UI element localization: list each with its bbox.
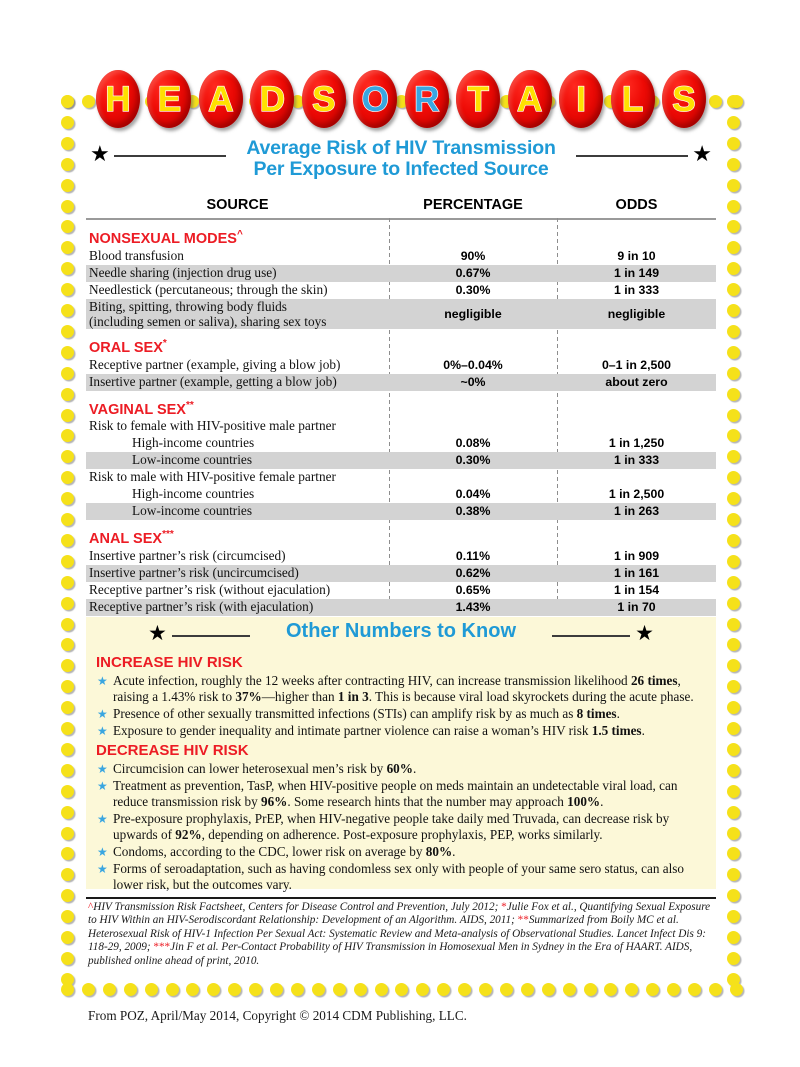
- border-dot: [291, 983, 304, 996]
- panel-group: [86, 654, 716, 739]
- table-row: [86, 265, 716, 282]
- panel-bullet: ★ Exposure to gender inequality and intimate partner violence can raise a woman’s HIV risk 1.5 times.: [97, 723, 645, 738]
- logo-bead-h-0: [96, 70, 140, 128]
- border-dot: [82, 983, 95, 996]
- table-cell-odds: 1 in 154: [613, 583, 660, 598]
- border-dot: [61, 983, 74, 996]
- credit-line: From POZ, April/May 2014, Copyright © 2014 CDM Publishing, LLC.: [88, 1008, 467, 1023]
- table-cell-percentage: 0.30%: [455, 453, 491, 468]
- border-dot: [521, 983, 534, 996]
- border-dot: [646, 983, 659, 996]
- border-dot: [61, 722, 74, 735]
- border-dot: [727, 283, 740, 296]
- border-dot: [395, 983, 408, 996]
- table-row: [86, 374, 716, 391]
- border-dot: [61, 471, 74, 484]
- border-dot: [61, 200, 74, 213]
- panel-bullet: ★ Acute infection, roughly the 12 weeks after contracting HIV, can increase transmission likelihood 26 times, raising a 1.43% risk to 37%—higher than 1 in 3. This is because viral load skyrockets during the acute phase.: [97, 673, 694, 704]
- table-cell-percentage: 0.62%: [455, 566, 491, 581]
- logo-bead-a-8: [508, 70, 552, 128]
- page-title-line-2: Per Exposure to Infected Source: [253, 158, 549, 180]
- border-dot: [727, 492, 740, 505]
- border-dot: [61, 931, 74, 944]
- logo-letter: S: [672, 79, 696, 119]
- border-dot: [207, 983, 220, 996]
- border-dot: [61, 764, 74, 777]
- star-bullet-icon: ★: [97, 812, 108, 826]
- border-dot: [727, 409, 740, 422]
- border-dot: [166, 983, 179, 996]
- table-cell-percentage: 1.43%: [455, 600, 491, 615]
- table-subheading-row: [86, 469, 716, 486]
- table-cell-percentage: 0.67%: [455, 265, 491, 280]
- page-title: [206, 138, 596, 180]
- border-dot: [61, 388, 74, 401]
- logo-letter: L: [621, 79, 644, 119]
- table-row: [86, 299, 716, 329]
- table-cell-odds: 1 in 263: [613, 504, 660, 519]
- border-dot: [727, 241, 740, 254]
- border-dot: [727, 952, 740, 965]
- border-dot: [61, 806, 74, 819]
- border-dot: [61, 179, 74, 192]
- table-section-header: ANAL SEX***: [89, 529, 174, 548]
- logo-bead-s-4: [302, 70, 346, 128]
- border-dot: [563, 983, 576, 996]
- column-header-odds: ODDS: [615, 197, 658, 213]
- border-dot: [727, 659, 740, 672]
- panel-bullet: ★ Treatment as prevention, TasP, when HIV-positive people on meds maintain an undetectable viral load, can reduce transmission risk by 96%. Some research hints that the number may approach 100%.: [97, 778, 678, 809]
- border-dot: [727, 429, 740, 442]
- column-header-source: SOURCE: [206, 197, 269, 213]
- panel-rule-right: [552, 635, 630, 637]
- table-cell-percentage: 0.38%: [455, 504, 491, 519]
- border-dot: [727, 555, 740, 568]
- border-dot: [103, 983, 116, 996]
- table-cell-label: Low-income countries: [132, 503, 253, 519]
- border-dot: [61, 659, 74, 672]
- table-cell-percentage: 0%–0.04%: [443, 357, 503, 372]
- border-dot: [124, 983, 137, 996]
- border-dot: [61, 576, 74, 589]
- logo-bead-l-10: [611, 70, 655, 128]
- border-dot: [584, 983, 597, 996]
- logo-bead-a-2: [199, 70, 243, 128]
- panel-title: Other Numbers to Know: [285, 620, 516, 642]
- border-dot: [61, 158, 74, 171]
- border-dot: [61, 680, 74, 693]
- border-dot: [604, 983, 617, 996]
- table-body: [86, 218, 716, 616]
- border-dot: [61, 262, 74, 275]
- star-bullet-icon: ★: [97, 707, 108, 721]
- table-row: [86, 452, 716, 469]
- border-dot: [667, 983, 680, 996]
- other-numbers-panel: [86, 617, 716, 892]
- border-dot: [458, 983, 471, 996]
- border-dot: [61, 367, 74, 380]
- table-row: [86, 503, 716, 520]
- border-dot: [61, 868, 74, 881]
- border-dot: [61, 534, 74, 547]
- border-dot: [82, 95, 95, 108]
- border-dot: [727, 576, 740, 589]
- border-dot: [688, 983, 701, 996]
- table-row: [86, 565, 716, 582]
- border-dot: [727, 931, 740, 944]
- border-dot: [437, 983, 450, 996]
- logo-letter: A: [208, 79, 234, 119]
- footnotes: ^HIV Transmission Risk Factsheet, Centers for Disease Control and Prevention, July 2012; *Julie Fox et al., Quantifying Sexual Exposure to HIV Within an HIV-Serodiscordant Relationship: Development of an Algorithm. AIDS, 2011; **Summarized from Boily MC et al. Heterosexual Risk of HIV-1 Infection Per Sexual Act: Systematic Review and Meta-analysis of Observational Studies. Lancet Infect Dis 9: 118-29, 2009; ***Jin F et al. Per-Contact Probability of HIV Transmission in Homosexual Men in Sydney in the Era of HAART. AIDS, published online ahead of print, 2010.: [88, 901, 711, 967]
- border-dot: [61, 827, 74, 840]
- border-dot: [727, 304, 740, 317]
- panel-groups: [86, 654, 716, 893]
- border-dot: [727, 346, 740, 359]
- star-icon-left: ★: [90, 141, 110, 166]
- logo-bead-e-1: [147, 70, 191, 128]
- border-dot: [333, 983, 346, 996]
- border-dot: [61, 910, 74, 923]
- border-dot: [61, 137, 74, 150]
- logo-bead-r-6: [405, 70, 449, 128]
- table-row: [86, 357, 716, 374]
- border-dot: [228, 983, 241, 996]
- star-bullet-icon: ★: [97, 779, 108, 793]
- table-cell-percentage: ~0%: [460, 374, 486, 389]
- border-dot: [727, 806, 740, 819]
- table-cell-label: Needlestick (percutaneous; through the skin): [89, 281, 328, 297]
- table-cell-odds: 1 in 333: [613, 282, 660, 297]
- border-dot: [730, 95, 743, 108]
- table-cell-percentage: 90%: [460, 248, 486, 263]
- table-cell-odds: 0–1 in 2,500: [601, 357, 672, 372]
- border-dot: [727, 597, 740, 610]
- border-dot: [500, 983, 513, 996]
- border-dot: [61, 785, 74, 798]
- border-dot: [61, 513, 74, 526]
- table-cell-label: Insertive partner (example, getting a blow job): [89, 373, 337, 389]
- panel-star-icon-left: ★: [148, 621, 167, 645]
- table-section-header: ORAL SEX*: [89, 337, 167, 356]
- border-dot: [61, 325, 74, 338]
- border-dot: [61, 492, 74, 505]
- border-dot: [479, 983, 492, 996]
- footnote-rule: [86, 897, 716, 899]
- border-dot: [61, 618, 74, 631]
- logo-bead-o-5: [353, 70, 397, 128]
- border-dot: [727, 889, 740, 902]
- table-cell-odds: 1 in 70: [617, 600, 656, 615]
- table-cell-odds: negligible: [607, 306, 666, 321]
- border-dot: [727, 722, 740, 735]
- table-cell-label: Risk to male with HIV-positive female partner: [89, 469, 336, 485]
- logo-letter: R: [414, 79, 440, 119]
- panel-bullet: ★ Forms of seroadaptation, such as having condomless sex only with people of your same sero status, can also lower risk, but the outcomes vary.: [97, 861, 684, 892]
- star-icon-right: ★: [692, 141, 712, 166]
- table-cell-label: High-income countries: [132, 435, 255, 451]
- table-cell-label: Risk to female with HIV-positive male partner: [89, 418, 336, 434]
- risk-table: [86, 196, 716, 620]
- border-dot: [625, 983, 638, 996]
- logo-letter: A: [516, 79, 543, 119]
- border-dot: [727, 137, 740, 150]
- logo-bead-d-3: [250, 70, 294, 128]
- border-dot: [61, 429, 74, 442]
- panel-header: [86, 617, 716, 651]
- border-dot: [727, 450, 740, 463]
- border-dot: [727, 680, 740, 693]
- border-dot: [727, 388, 740, 401]
- table-cell-label: Blood transfusion: [89, 247, 184, 263]
- table-row: [86, 486, 716, 503]
- border-dot: [249, 983, 262, 996]
- logo-letter: D: [259, 79, 285, 119]
- border-dot: [61, 450, 74, 463]
- border-dot: [727, 200, 740, 213]
- logo-letter: S: [312, 79, 336, 119]
- border-dot: [145, 983, 158, 996]
- border-dot: [709, 95, 722, 108]
- border-dot: [727, 743, 740, 756]
- border-dot: [730, 983, 743, 996]
- border-dot: [61, 847, 74, 860]
- border-dot: [61, 409, 74, 422]
- table-cell-odds: 1 in 2,500: [608, 487, 665, 502]
- table-cell-percentage: 0.65%: [455, 583, 491, 598]
- table-cell-odds: about zero: [605, 374, 668, 389]
- panel-star-icon-right: ★: [635, 621, 654, 645]
- table-cell-percentage: negligible: [444, 306, 502, 321]
- border-dot: [61, 220, 74, 233]
- table-subheading-row: [86, 418, 716, 435]
- title-block: [86, 138, 716, 188]
- border-dot: [416, 983, 429, 996]
- logo-bead-t-7: [456, 70, 500, 128]
- table-cell-odds: 1 in 149: [613, 265, 660, 280]
- border-dot: [61, 555, 74, 568]
- border-dot: [727, 764, 740, 777]
- border-dot: [61, 638, 74, 651]
- border-dot: [727, 325, 740, 338]
- border-dot: [61, 95, 74, 108]
- border-dot: [727, 158, 740, 171]
- border-dot: [727, 534, 740, 547]
- table-cell-label: Receptive partner’s risk (without ejaculation): [89, 582, 331, 598]
- table-section-header: VAGINAL SEX**: [89, 399, 194, 418]
- column-header-percentage: PERCENTAGE: [423, 197, 523, 213]
- panel-bullet: ★ Presence of other sexually transmitted infections (STIs) can amplify risk by as much as 8 times.: [97, 706, 620, 721]
- panel-group-heading: INCREASE HIV RISK: [96, 654, 243, 671]
- table-cell-percentage: 0.30%: [455, 282, 491, 297]
- panel-bullet: ★ Pre-exposure prophylaxis, PrEP, when HIV-negative people take daily med Truvada, can decrease risk by upwards of 92%, depending on adherence. Post-exposure prophylaxis, PEP, works similarly.: [97, 811, 670, 842]
- table-row: [86, 248, 716, 265]
- table-cell-label: Needle sharing (injection drug use): [89, 264, 277, 280]
- border-dot: [186, 983, 199, 996]
- table-cell-odds: 1 in 333: [613, 453, 660, 468]
- table-cell-label: Receptive partner’s risk (with ejaculation): [89, 599, 314, 615]
- panel-bullet: ★ Circumcision can lower heterosexual men’s risk by 60%.: [97, 761, 417, 776]
- table-cell-label: Low-income countries: [132, 452, 253, 468]
- table-cell-odds: 1 in 1,250: [608, 436, 665, 451]
- table-section-header: NONSEXUAL MODES^: [89, 229, 243, 247]
- border-dot: [61, 952, 74, 965]
- panel-bullet: ★ Condoms, according to the CDC, lower risk on average by 80%.: [97, 844, 456, 859]
- table-row: [86, 582, 716, 599]
- border-dot: [727, 367, 740, 380]
- star-bullet-icon: ★: [97, 762, 108, 776]
- border-dot: [61, 346, 74, 359]
- logo-letter: O: [361, 79, 389, 119]
- table-cell-odds: 1 in 909: [613, 549, 660, 564]
- logo-bead-i-9: [559, 70, 603, 128]
- star-bullet-icon: ★: [97, 845, 108, 859]
- logo-letter: H: [105, 79, 131, 119]
- border-dot: [727, 471, 740, 484]
- border-dot: [727, 827, 740, 840]
- table-cell-label: Insertive partner’s risk (uncircumcised): [89, 565, 299, 581]
- border-dot: [727, 847, 740, 860]
- border-dot: [727, 262, 740, 275]
- table-header-row: [86, 196, 716, 218]
- border-dot: [709, 983, 722, 996]
- logo-bead-s-11: [662, 70, 706, 128]
- border-dot: [61, 743, 74, 756]
- table-cell-percentage: 0.11%: [455, 549, 491, 564]
- border-dot: [354, 983, 367, 996]
- table-row: [86, 548, 716, 565]
- panel-group-heading: DECREASE HIV RISK: [96, 742, 249, 759]
- logo-letter: T: [467, 79, 489, 119]
- border-dot: [727, 618, 740, 631]
- table-row: [86, 282, 716, 299]
- border-dot: [727, 785, 740, 798]
- table-row: [86, 435, 716, 452]
- border-dot: [727, 701, 740, 714]
- table-cell-label: Insertive partner’s risk (circumcised): [89, 548, 286, 564]
- border-dot: [61, 889, 74, 902]
- border-dot: [270, 983, 283, 996]
- table-cell-label: Receptive partner (example, giving a blow job): [89, 356, 341, 372]
- logo-letter: I: [576, 79, 586, 119]
- border-dot: [727, 220, 740, 233]
- border-dot: [542, 983, 555, 996]
- border-dot: [61, 304, 74, 317]
- star-bullet-icon: ★: [97, 724, 108, 738]
- border-dot: [375, 983, 388, 996]
- table-cell-label: Biting, spitting, throwing body fluids (including semen or saliva), sharing sex toys: [89, 298, 327, 329]
- border-dot: [61, 701, 74, 714]
- table-row: [86, 599, 716, 616]
- border-dot: [727, 910, 740, 923]
- border-dot: [61, 597, 74, 610]
- table-cell-odds: 1 in 161: [613, 566, 660, 581]
- heads-or-tails-logo: [96, 68, 706, 130]
- border-dot: [312, 983, 325, 996]
- star-bullet-icon: ★: [97, 674, 108, 688]
- table-cell-label: High-income countries: [132, 486, 255, 502]
- border-dot: [727, 179, 740, 192]
- border-dot: [727, 868, 740, 881]
- page-title-line-1: Average Risk of HIV Transmission: [246, 137, 556, 159]
- star-bullet-icon: ★: [97, 862, 108, 876]
- border-dot: [727, 116, 740, 129]
- logo-letter: E: [157, 79, 182, 119]
- table-cell-percentage: 0.04%: [455, 487, 491, 502]
- border-dot: [61, 283, 74, 296]
- table-cell-percentage: 0.08%: [455, 436, 491, 451]
- border-dot: [727, 513, 740, 526]
- border-dot: [61, 116, 74, 129]
- table-cell-odds: 9 in 10: [617, 248, 656, 263]
- border-dot: [727, 638, 740, 651]
- panel-group: [86, 742, 716, 893]
- border-dot: [61, 241, 74, 254]
